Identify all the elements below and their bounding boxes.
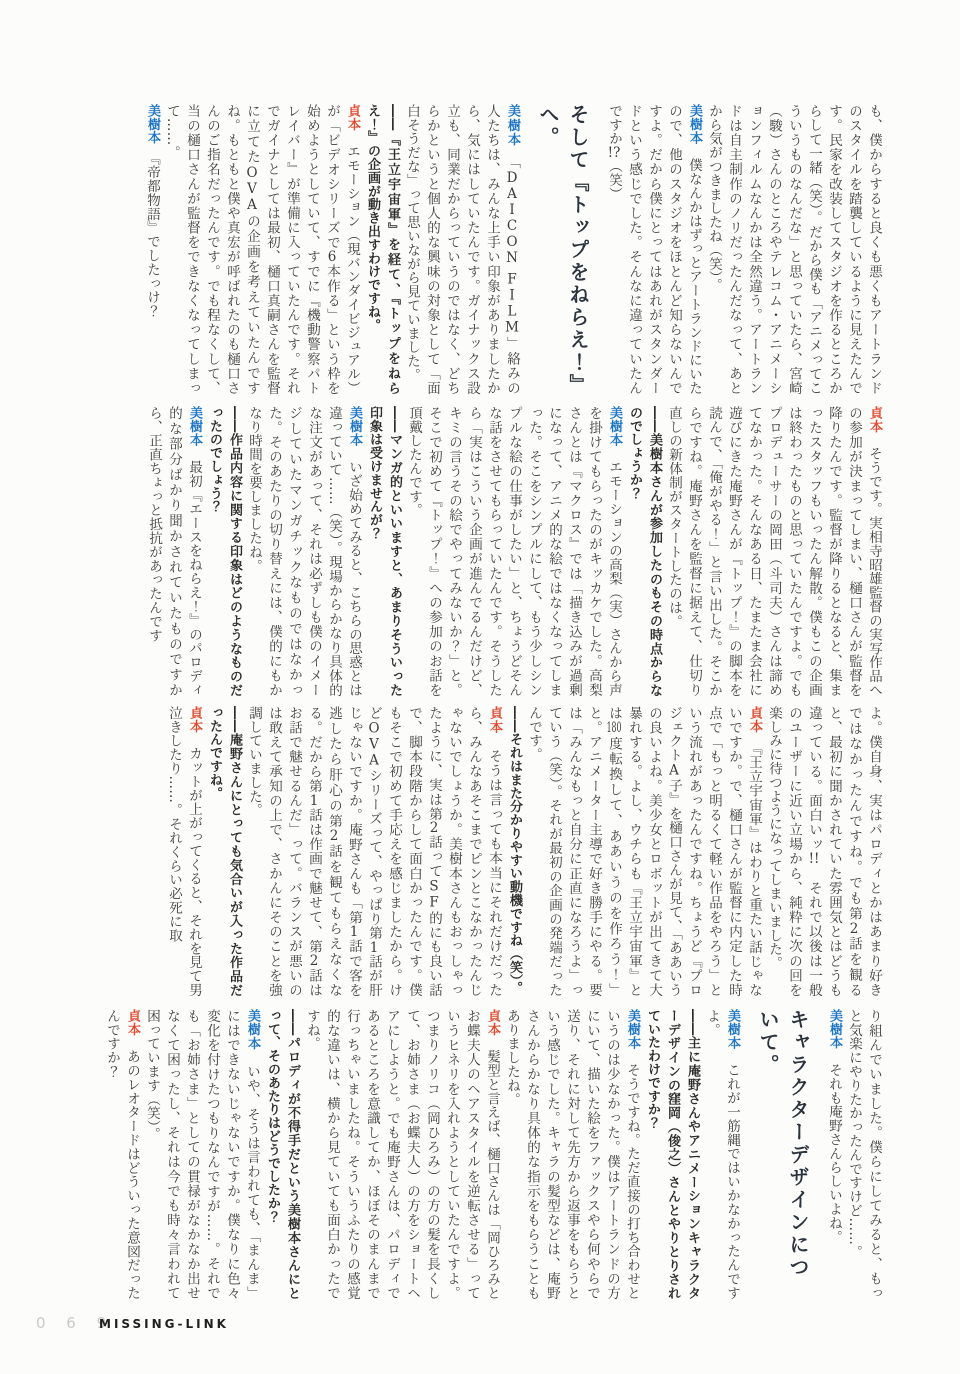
tatechuyoko-text: 2 — [309, 954, 319, 968]
latin-upright-text: OVA — [366, 720, 382, 769]
text-band-4 — [68, 1009, 884, 1300]
dialogue-paragraph: 美樹本 僕なんかはずっとアートランドにいたので、他のスタジオをほとんど知らないんですよ。だから僕にとってはあれがスタンダードという感じでした。そんなに違っていたんですか!?（笑） — [606, 104, 702, 395]
dialogue-paragraph: も、僕からすると良くも悪くもアートランドのスタイルを踏襲しているように見えたんです。民家を改装してスタジオを作るところからして一緒（笑）。だから僕も「アニメってこういうものなんだな」と思っていたら、宮崎（駿）さんのところやテレコム・アニメーションフィルムなんかは全然違う。アートランドは自主制作のノリだったんだなって、あとから気がつきましたね（笑）。 — [706, 104, 882, 395]
tatechuyoko-text: !? — [607, 145, 621, 160]
dialogue-paragraph: 美樹本 いざ始めてみると、こちらの思惑とは違っていて……（笑）。現場からかなり具体的な注文があって、それは必ずしも僕のイメージしていたマンガチックなものではなかった。そのあたりの切り替えには、僕的にもかなり時間を要しましたね。 — [246, 406, 362, 697]
dialogue-paragraph: 貞本 エモーション（現バンダイビジュアル）が「ビデオシリーズで6本作る」という枠を始めようとしていて、すでに『機動警察パトレイバー』が準備に入っていたんです。それでガイナとしては最初、樋口真嗣さんを監督に立てたOVAの企画を考えていたんですね。もともと僕や真宏が呼ばれたのも樋口さんのご指名だったんです。でも程なくして、当の樋口さんが監督をできなくなってしまって……。 — [164, 104, 360, 395]
latin-upright-text: DAICON — [504, 169, 520, 266]
dialogue-paragraph: 美樹本 『帝都物語』でしたっけ？ — [144, 104, 160, 319]
tatechuyoko-text: 2 — [329, 829, 339, 843]
latin-upright-text: A — [666, 762, 682, 779]
dialogue-paragraph: 美樹本 それも庵野さんらしいよね。 — [826, 1009, 842, 1244]
speaker-label-mikimoto: 美樹本 — [607, 406, 622, 447]
dialogue-paragraph: 美樹本 いや、そうは言われても、「まんま」にはできないじゃないですか。僕なりに色々変化を付けたつもりなんですが……。それでも「お姉さま」としての貫禄がなかなか出せなくて困ったし、それは今でも時々言われて困っています（笑）。 — [144, 1009, 260, 1300]
tatechuyoko-text: 2 — [429, 821, 439, 835]
interviewer-question: ――美樹本さんが参加したのもその時点からなのでしょうか？ — [627, 406, 662, 697]
text-band-3 — [68, 706, 884, 997]
speaker-label-mikimoto: 美樹本 — [505, 104, 520, 148]
dialogue-paragraph: 美樹本 エモーションの高梨（実）さんから声を掛けてもらったのがキッカケでした。高梨さんとは『マクロス』では「描き込みが過剰になって、アニメ的な絵ではなくなってしまった。そこをシンプルにして、もう少しシンプルな絵の仕事がしたい」と、ちょうどそんな話をさせてもらっていたんです。そうしたら「実はこういう企画が進んでるんだけど、キミの言うその絵でやってみないか？」と。そこで初めて『トップ！』への参加のお話を頂戴したんです。 — [406, 406, 622, 697]
interviewer-question: ――それはまた分かりやすい動機ですね（笑）。 — [507, 706, 522, 995]
tatechuyoko-text: 1 — [309, 793, 319, 808]
tatechuyoko-text: 2 — [849, 921, 859, 936]
latin-upright-text: FILM — [504, 271, 520, 336]
interviewer-question: ――主に庵野さんやアニメーションキャラクターデザインの窪岡（俊之）さんとやりとりされていたわけですか？ — [645, 1009, 700, 1300]
dialogue-paragraph: 貞本 あのレオタードはどういった意図だったんですか？ — [104, 1009, 140, 1300]
page-number: 0 6 9 — [36, 1314, 115, 1332]
dialogue-paragraph: り組んでいました。僕らにしてみると、もっと気楽にやりたかったんですけど……。 — [846, 1009, 882, 1300]
section-heading: キャラクターデザインについて。 — [756, 1009, 810, 1279]
speaker-label-mikimoto: 美樹本 — [245, 1009, 260, 1051]
speaker-label-mikimoto: 美樹本 — [725, 1009, 740, 1050]
dialogue-paragraph: 美樹本 これが一筋縄ではいかなかったんですよ。 — [704, 1009, 740, 1300]
section-heading: そして『トップをねらえ！』へ。 — [536, 104, 590, 387]
speaker-label-sadamoto: 貞本 — [345, 104, 360, 131]
speaker-label-mikimoto: 美樹本 — [145, 104, 160, 145]
interviewer-question: ――作品内容に関する印象はどのようなものだったのでしょう？ — [207, 406, 242, 697]
tatechuyoko-text: 6 — [327, 250, 337, 264]
dialogue-paragraph: 貞本 髪型と言えば、樋口さんは「岡ひろみとお蝶夫人のヘアスタイルを逆転させる」っていうヒネリを入れようとしていたんですよ。つまりノリコ（岡ひろみ）の方の髪を長くして、お姉さま（お蝶夫人）の方をショートヘアにしようと。でも庵野さんは、パロディであるところを意識してか、ほぼそのまんまで行っちゃいましたね。そういうふたりの感覚的な違いは、横から見ていても面白かったですね。 — [304, 1009, 500, 1300]
latin-upright-text: OVA — [244, 164, 260, 213]
dialogue-paragraph: 貞本 カットが上がってくると、それを見て男泣きしたり……。それくらい必死に取 — [166, 706, 202, 997]
dialogue-paragraph: 貞本 そうは言っても本当にそれだけだったら、みんなあそこまでピンとこなかったんじゃないでしょうか。美樹本さんもおっしゃったように、実は第2話ってSF的にも良い話で、脚本段階からして面白かったんです。僕もそこで初めて手応えを感じましたから。けどOVAシリーズって、やっぱり第1話が肝じゃないですか。庵野さんも「第1話で客を逃したら肝心の第2話を観てもらえなくなる。だから第1話は作画で魅せて、第2話はお話で魅せるんだ」って。バランスが悪いのは敢えて承知の上で、さかんにそのことを強調していました。 — [246, 706, 502, 997]
tatechuyoko-text: 1 — [369, 940, 379, 955]
speaker-label-sadamoto: 貞本 — [487, 706, 502, 735]
tatechuyoko-text: 1 — [349, 925, 359, 939]
speaker-label-sadamoto: 貞本 — [125, 1009, 140, 1036]
speaker-label-mikimoto: 美樹本 — [827, 1009, 842, 1050]
text-band-2 — [68, 406, 884, 697]
interviewer-question: ――マンガ的といいますと、あまりそういった印象は受けませんが？ — [367, 406, 402, 697]
dialogue-paragraph: 貞本 『王立宇宙軍』はわりと重たい話じゃないですか。で、樋口さんが監督に内定した時点で「もっと明るくて軽い作品をやろう」という流れがあったんですね。ちょうど『プロジェクトA子』を樋口さんが見て、「ああいうの良いよね。美少女とロボットが出てきて大暴れする。よし、ウチらも『王立宇宙軍』とは180度転換して、ああいうのを作ろう！」と。アニメーター主導で好き勝手にやる。要は「みんなもっと自分に正直になろうよ」っていう（笑）。それが最初の企画の発端だったんです。 — [526, 706, 762, 997]
interviewer-question: ――『王立宇宙軍』を経て、『トップをねらえ！』の企画が動き出すわけですね。 — [365, 104, 400, 395]
speaker-label-mikimoto: 美樹本 — [347, 406, 362, 447]
speaker-label-sadamoto: 貞本 — [187, 706, 202, 733]
dialogue-paragraph: 美樹本 最初『エースをねらえ！』のパロディ的な部分ばかり聞かされていたものですから、正直ちょっと抵抗があったんです — [146, 406, 202, 697]
dialogue-paragraph: 美樹本 「DAICON FILM」絡みの人たちは、みんな上手い印象がありましたから、気にはしていたんです。ガイナックス設立も、同業だからっていうのではなく、どちらかというと個人的な興味の対象として「面白そうだな」って思いながら見ていました。 — [404, 104, 520, 395]
latin-upright-text: SF — [426, 878, 442, 911]
speaker-label-sadamoto: 貞本 — [485, 1009, 500, 1036]
tatechuyoko-text: !! — [808, 852, 820, 866]
text-band-1 — [68, 104, 884, 395]
speaker-label-mikimoto: 美樹本 — [187, 406, 202, 447]
dialogue-paragraph: 美樹本 そうですね。ただ直接の打ち合わせというのは少なかった。僕はアートランドの方にいて、描いた絵をファックスやら何やらで送り、それに対して先方から返事をもらうという感じでした。キャラの髪型などは、庵野さんからかなり具体的な指示をもらうこともありましたね。 — [504, 1009, 640, 1300]
speaker-label-mikimoto: 美樹本 — [687, 104, 702, 145]
interviewer-question: ――庵野さんにとっても気合いが入った作品だったんですね。 — [207, 706, 242, 997]
speaker-label-mikimoto: 美樹本 — [625, 1009, 640, 1050]
speaker-label-sadamoto: 貞本 — [867, 406, 882, 433]
interviewer-question: ――パロディが不得手だという美樹本さんにとって、そのあたりはどうでしたか？ — [265, 1009, 300, 1300]
dialogue-paragraph: 貞本 そうです。実相寺昭雄監督の実写作品への参加が決まってしまい、樋口さんが監督を降りたんです。監督が降りるとなると、集まったスタッフもいったん解散。僕もこの企画は終わったものと思っていたんですよ。でもプロデューサーの岡田（斗司夫）さんは諦めてなかった。そんなある日、たまたま会社に遊びにきた庵野さんが『トップ！』の脚本を読んで、「俺がやる！」と言い出した。そこからですね。庵野さんを監督に据えて、仕切り直しの新体制がスタートしたのは。 — [666, 406, 882, 697]
footer-series-label: MISSING-LINK — [99, 1317, 229, 1331]
page-footer — [0, 1310, 960, 1340]
speaker-label-sadamoto: 貞本 — [747, 706, 762, 734]
tatechuyoko-text: 180 — [606, 721, 622, 735]
dialogue-paragraph: よ。僕自身、実はパロディとかはあまり好きではなかったんですね。でも第2話を観ると、最初に聞かされていた雰囲気とはどうも違っている。面白いッ!! それで以後は一般のユーザーに近い立場から、純粋に次の回を楽しみに待つようになってしまいました。 — [766, 706, 882, 997]
